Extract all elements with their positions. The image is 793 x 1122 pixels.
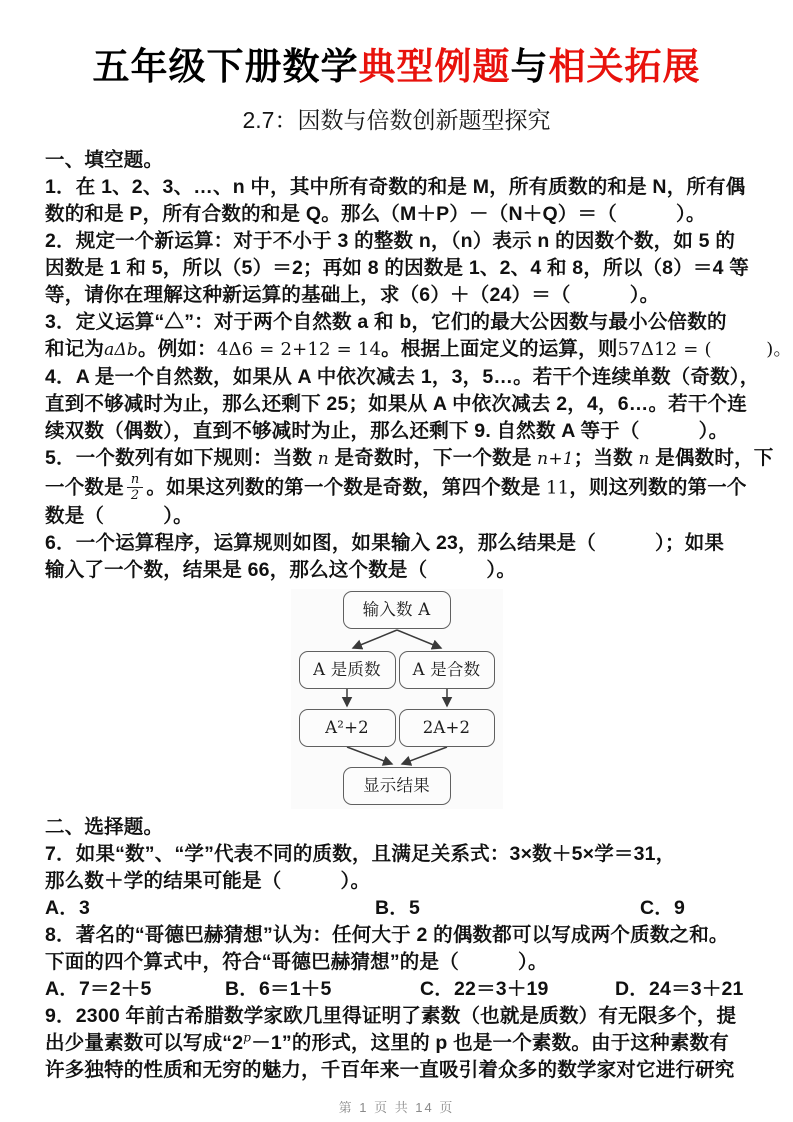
section-2-heading: 二、选择题。 bbox=[45, 815, 164, 838]
q4-line-3: 续双数（偶数），直到不够减时为止，那么还剩下 9. 自然数 A 等于（ ）。 bbox=[45, 419, 729, 442]
q6-line-1: 6．一个运算程序，运算规则如图，如果输入 23，那么结果是（ ）；如果 bbox=[45, 531, 725, 554]
q9-line-1: 9．2300 年前古希腊数学家欧几里得证明了素数（也就是质数）有无限多个，提 bbox=[45, 1004, 737, 1027]
flow-node-prime: A 是质数 bbox=[299, 651, 396, 689]
q1-line-2: 数的和是 P，所有合数的和是 Q。那么（M＋P）－（N＋Q）＝（ ）。 bbox=[45, 202, 706, 225]
title-part-black-2: 与 bbox=[510, 46, 549, 87]
q9-line-3: 许多独特的性质和无穷的魅力，千百年来一直吸引着众多的数学家对它进行研究 bbox=[45, 1058, 735, 1081]
flow-node-input: 输入数 A bbox=[343, 591, 451, 629]
q5-line-3: 数是（ ）。 bbox=[45, 504, 193, 527]
q3-line-1: 3．定义运算“△”：对于两个自然数 a 和 b，它们的最大公因数与最小公倍数的 bbox=[45, 310, 727, 333]
q8-option-d: D．24＝3＋21 bbox=[615, 977, 744, 1000]
q8-option-c: C．22＝3＋19 bbox=[420, 977, 549, 1000]
q5-line-1: 5．一个数列有如下规则：当数 n 是奇数时，下一个数是 n+1；当数 n 是偶数时，下 bbox=[45, 446, 774, 469]
q6-line-2: 输入了一个数，结果是 66，那么这个数是（ ）。 bbox=[45, 558, 517, 581]
flow-node-result: 显示结果 bbox=[343, 767, 451, 805]
flow-node-formula-composite: 2A+2 bbox=[399, 709, 495, 747]
q1-line-1: 1．在 1、2、3、…、n 中，其中所有奇数的和是 M，所有质数的和是 N，所有偶 bbox=[45, 175, 746, 198]
section-1-heading: 一、填空题。 bbox=[45, 148, 164, 171]
q7-option-a: A．3 bbox=[45, 896, 91, 919]
q7-option-b: B．5 bbox=[375, 896, 421, 919]
q2-line-1: 2．规定一个新运算：对于不小于 3 的整数 n，（n）表示 n 的因数个数，如 5 的 bbox=[45, 229, 736, 252]
q7-line-2: 那么数＋学的结果可能是（ ）。 bbox=[45, 869, 371, 892]
q7-options bbox=[45, 895, 748, 922]
page-subtitle: 2.7：因数与倍数创新题型探究 bbox=[242, 106, 551, 133]
q6-flowchart bbox=[291, 589, 503, 809]
q7-line-1: 7．如果“数”、“学”代表不同的质数，且满足关系式：3×数＋5×学＝31， bbox=[45, 842, 676, 865]
q8-line-2: 下面的四个算式中，符合“哥德巴赫猜想”的是（ ）。 bbox=[45, 950, 548, 973]
q4-line-2: 直到不够减时为止，那么还剩下 25；如果从 A 中依次减去 2，4，6…。若干个连 bbox=[45, 392, 747, 415]
worksheet-content bbox=[0, 135, 793, 1121]
q8-line-1: 8．著名的“哥德巴赫猜想”认为：任何大于 2 的偶数都可以写成两个质数之和。 bbox=[45, 923, 729, 946]
q8-options bbox=[45, 976, 748, 1003]
q8-option-a: A．7＝2＋5 bbox=[45, 977, 152, 1000]
title-part-red-1: 典型例题 bbox=[358, 46, 511, 87]
q5-line-2: 一个数是 $\frac{n}{2}$ 。如果这列数的第一个数是奇数，第四个数是 11，则这列数的第一个 bbox=[45, 471, 747, 504]
q7-option-c: C．9 bbox=[640, 896, 686, 919]
flow-node-formula-prime: A²+2 bbox=[299, 709, 396, 747]
q8-option-b: B．6＝1＋5 bbox=[225, 977, 332, 1000]
page-title bbox=[0, 46, 793, 89]
q2-line-2: 因数是 1 和 5，所以（5）＝2；再如 8 的因数是 1、2、4 和 8，所以（8）＝4 等 bbox=[45, 256, 749, 279]
q3-line-2: 和记为aΔb。例如：4Δ6 = 2+12 = 14。根据上面定义的运算，则57Δ12 = ( )。 bbox=[45, 337, 792, 360]
q9-line-2: 出少量素数可以写成“$2^p-1$”的形式，这里的 p 也是一个素数。由于这种素数有 bbox=[45, 1030, 729, 1054]
flow-node-composite: A 是合数 bbox=[399, 651, 495, 689]
q4-line-1: 4．A 是一个自然数，如果从 A 中依次减去 1，3，5…。若干个连续单数（奇数）， bbox=[45, 365, 760, 388]
q2-line-3: 等，请你在理解这种新运算的基础上，求（6）＋（24）＝（ ）。 bbox=[45, 283, 660, 306]
page-number-footer: 第 1 页 共 14 页 bbox=[338, 1099, 455, 1115]
title-part-black-1: 五年级下册数学 bbox=[92, 46, 359, 87]
title-part-red-2: 相关拓展 bbox=[548, 46, 701, 87]
